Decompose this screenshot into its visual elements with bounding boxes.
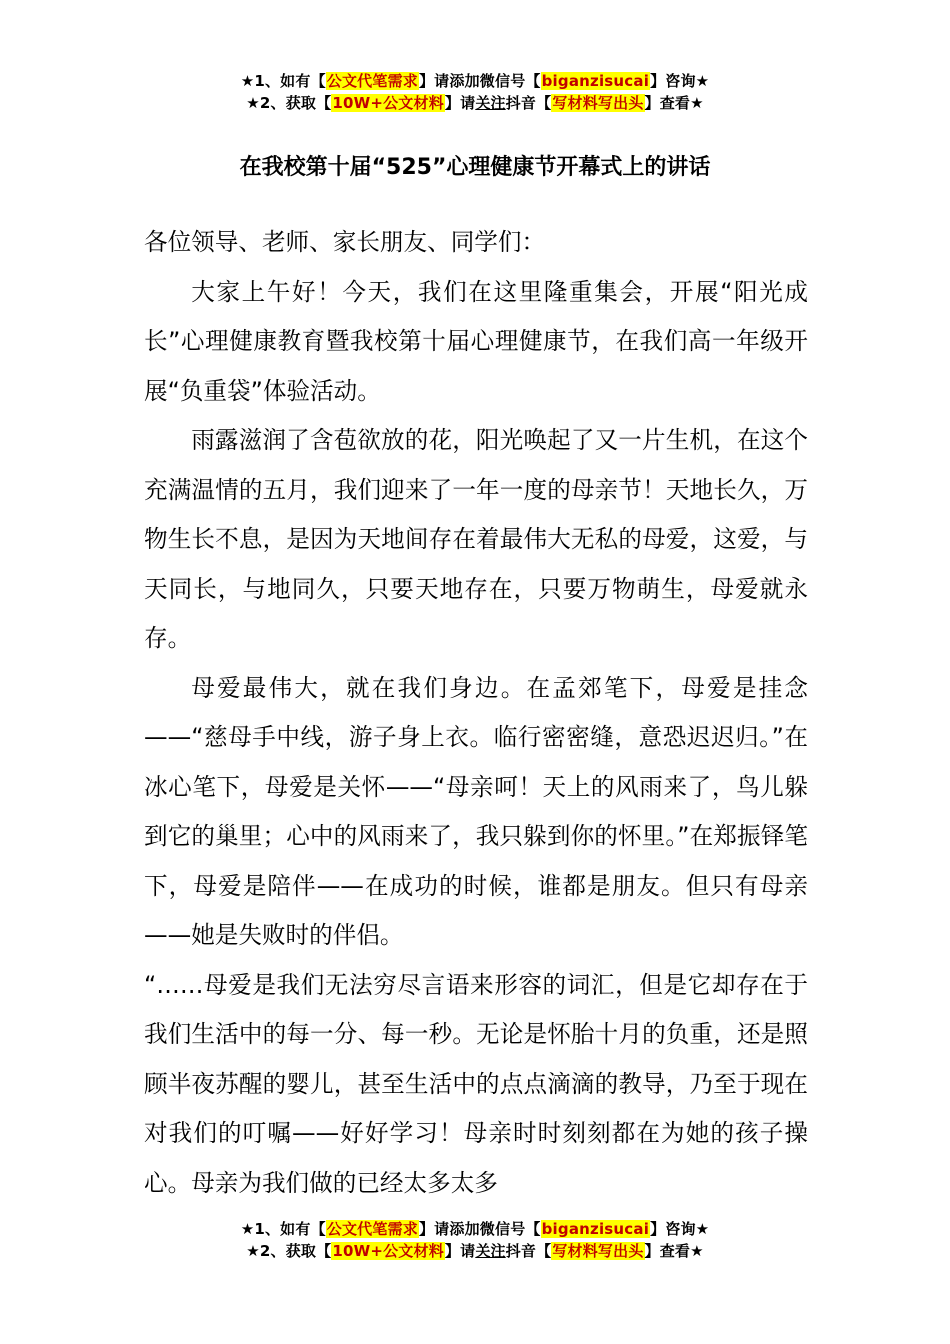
banner-highlight: biganzisucai (541, 1220, 650, 1238)
banner-text: 】咨询★ (650, 1220, 710, 1238)
banner-text: 】咨询★ (650, 72, 710, 90)
footer-banner (0, 1218, 950, 1262)
banner-text: 抖音【 (505, 94, 552, 112)
banner-text: 】请 (418, 1220, 450, 1238)
banner-text: 】请 (444, 1242, 476, 1260)
paragraph: “……母爱是我们无法穷尽言语来形容的词汇，但是它却存在于我们生活中的每一分、每一秒。无论是怀胎十月的负重，还是照顾半夜苏醒的婴儿，甚至生活中的点点滴滴的教导，乃至于现在对我们的叮嘱——好好学习！母亲时时刻刻都在为她的孩子操心。母亲为我们做的已经太多太多 (144, 970, 808, 1197)
banner-highlight: 写材料写出头 (552, 94, 644, 112)
paragraph: 雨露滋润了含苞欲放的花，阳光唤起了又一片生机，在这个充满温情的五月，我们迎来了一年一度的母亲节！天地长久，万物生长不息，是因为天地间存在着最伟大无私的母爱，这爱，与天同长，与地同久，只要天地存在，只要万物萌生，母爱就永存。 (144, 426, 808, 652)
banner-text: 】请 (418, 72, 450, 90)
banner-highlight: biganzisucai (541, 72, 650, 90)
banner-emphasis: 关注 (475, 1242, 506, 1260)
banner-text: ★2、获取【 (246, 94, 332, 112)
salutation: 各位领导、老师、家长朋友、同学们： (144, 228, 546, 256)
banner-highlight: 10W+公文材料 (332, 94, 444, 112)
banner-emphasis: 添加 (449, 1220, 480, 1238)
banner-highlight: 公文代笔需求 (326, 1220, 418, 1238)
banner-highlight: 公文代笔需求 (326, 72, 418, 90)
document-title: 在我校第十届“525”心理健康节开幕式上的讲话 (239, 155, 711, 180)
banner-highlight: 10W+公文材料 (332, 1242, 444, 1260)
banner-text: 微信号【 (479, 72, 541, 90)
banner-text: ★1、如有【 (240, 72, 326, 90)
banner-emphasis: 关注 (475, 94, 506, 112)
banner-text: 】查看★ (644, 1242, 704, 1260)
banner-highlight: 写材料写出头 (552, 1242, 644, 1260)
banner-line-1 (0, 70, 950, 92)
banner-text: ★2、获取【 (246, 1242, 332, 1260)
banner-emphasis: 添加 (449, 72, 480, 90)
banner-text: 微信号【 (479, 1220, 541, 1238)
banner-line-2 (0, 1240, 950, 1262)
paragraph: 大家上午好！今天，我们在这里隆重集会，开展“阳光成长”心理健康教育暨我校第十届心理健康节，在我们高一年级开展“负重袋”体验活动。 (144, 277, 808, 405)
document-body (144, 218, 808, 1208)
banner-line-1 (0, 1218, 950, 1240)
banner-text: 抖音【 (505, 1242, 552, 1260)
banner-text: 】查看★ (644, 94, 704, 112)
paragraph: 母爱最伟大，就在我们身边。在孟郊笔下，母爱是挂念——“慈母手中线，游子身上衣。临行密密缝，意恐迟迟归。”在冰心笔下，母爱是关怀——“母亲呵！天上的风雨来了，鸟儿躲到它的巢里；心中的风雨来了，我只躲到你的怀里。”在郑振铎笔下，母爱是陪伴——在成功的时候，谁都是朋友。但只有母亲——她是失败时的伴侣。 (144, 673, 808, 949)
header-banner (0, 70, 950, 114)
banner-line-2 (0, 92, 950, 114)
banner-text: 】请 (444, 94, 476, 112)
banner-text: ★1、如有【 (240, 1220, 326, 1238)
